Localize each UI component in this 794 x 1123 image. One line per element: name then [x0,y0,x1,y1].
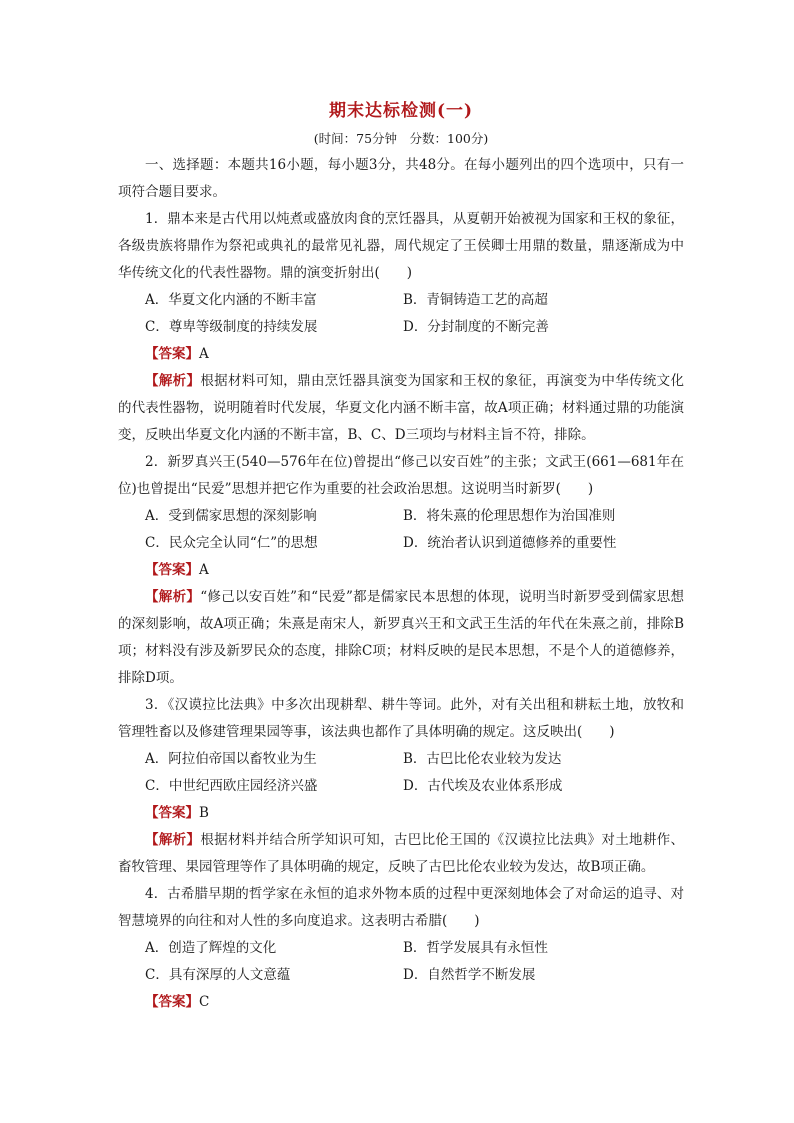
analysis-text: 根据材料并结合所学知识可知，古巴比伦王国的《汉谟拉比法典》对土地耕作、畜牧管理、果园管理等作了具体明确的规定，反映了古巴比伦农业较为发达，故B项正确。 [118,832,685,875]
option-a: A．受到儒家思想的深刻影响 [145,508,317,524]
question-3-options [118,746,684,800]
option-d: D．古代埃及农业体系形成 [403,778,563,794]
page-title: 期末达标检测(一) [328,101,474,121]
option-d: D．分封制度的不断完善 [403,319,549,335]
option-a: A．华夏文化内涵的不断丰富 [145,292,317,308]
question-1-options [118,287,684,341]
question-1-answer [118,341,684,368]
option-c: C．尊卑等级制度的持续发展 [145,319,318,335]
answer-value: B [199,805,209,821]
option-c: C．具有深厚的人文意蕴 [145,967,291,983]
question-3-answer [118,800,684,827]
option-c: C．中世纪西欧庄园经济兴盛 [145,778,318,794]
question-2-analysis [118,584,684,692]
option-b: B．哲学发展具有永恒性 [403,940,548,956]
option-a: A．阿拉伯帝国以畜牧业为生 [145,751,317,767]
analysis-text: 根据材料可知，鼎由烹饪器具演变为国家和王权的象征，再演变为中华传统文化的代表性器物，说明随着时代发展，华夏文化内涵不断丰富，故A项正确；材料通过鼎的功能演变，反映出华夏文化内涵的不断丰富，B、C、D三项均与材料主旨不符，排除。 [118,373,685,443]
answer-tag: 【答案】 [145,994,199,1010]
question-2-answer [118,557,684,584]
question-4-stem: 4．古希腊早期的哲学家在永恒的追求外物本质的过程中更深刻地体会了对命运的追寻、对智慧境界的向往和对人性的多向度追求。这表明古希腊( ) [118,886,684,929]
section-intro: 一、选择题：本题共16小题，每小题3分，共48分。在每小题列出的四个选项中，只有一项符合题目要求。 [118,157,684,200]
question-2-stem: 2．新罗真兴王(540—576年在位)曾提出“修己以安百姓”的主张；文武王(661—681年在位)也曾提出“民爱”思想并把它作为重要的社会政治思想。这说明当时新罗( ) [118,454,684,497]
option-c: C．民众完全认同“仁”的思想 [145,535,318,551]
question-2-options [118,503,684,557]
option-b: B．将朱熹的伦理思想作为治国准则 [403,508,616,524]
question-3-analysis [118,827,684,881]
option-d: D．统治者认识到道德修养的重要性 [403,535,617,551]
answer-value: A [199,346,209,362]
option-a: A．创造了辉煌的文化 [145,940,277,956]
option-d: D．自然哲学不断发展 [403,967,536,983]
answer-tag: 【答案】 [145,562,199,578]
option-b: B．青铜铸造工艺的高超 [403,292,548,308]
exam-content [118,96,684,1016]
option-b: B．古巴比伦农业较为发达 [403,751,562,767]
answer-value: C [199,994,210,1010]
question-3-stem: 3．《汉谟拉比法典》中多次出现耕犁、耕牛等词。此外，对有关出租和耕耘土地，放牧和管理牲畜以及修建管理果园等事，该法典也都作了具体明确的规定。这反映出( ) [118,697,684,740]
analysis-tag: 【解析】 [145,832,201,848]
answer-tag: 【答案】 [145,805,199,821]
question-1-analysis [118,368,684,449]
question-4-options [118,935,684,989]
analysis-text: “修己以安百姓”和“民爱”都是儒家民本思想的体现，说明当时新罗受到儒家思想的深刻影响，故A项正确；朱熹是南宋人，新罗真兴王和文武王生活的年代在朱熹之前，排除B项；材料没有涉及新罗民众的态度，排除C项；材料反映的是民本思想，不是个人的道德修养，排除D项。 [118,589,685,686]
question-4-answer [118,989,684,1016]
question-1-stem: 1．鼎本来是古代用以炖煮或盛放肉食的烹饪器具，从夏朝开始被视为国家和王权的象征，各级贵族将鼎作为祭祀或典礼的最常见礼器，周代规定了王侯卿士用鼎的数量，鼎逐渐成为中华传统文化的代表性器物。鼎的演变折射出( ) [118,211,684,281]
analysis-tag: 【解析】 [145,373,201,389]
analysis-tag: 【解析】 [145,589,201,605]
exam-time-score: (时间：75分钟 分数：100分) [313,131,489,146]
answer-value: A [199,562,209,578]
answer-tag: 【答案】 [145,346,199,362]
